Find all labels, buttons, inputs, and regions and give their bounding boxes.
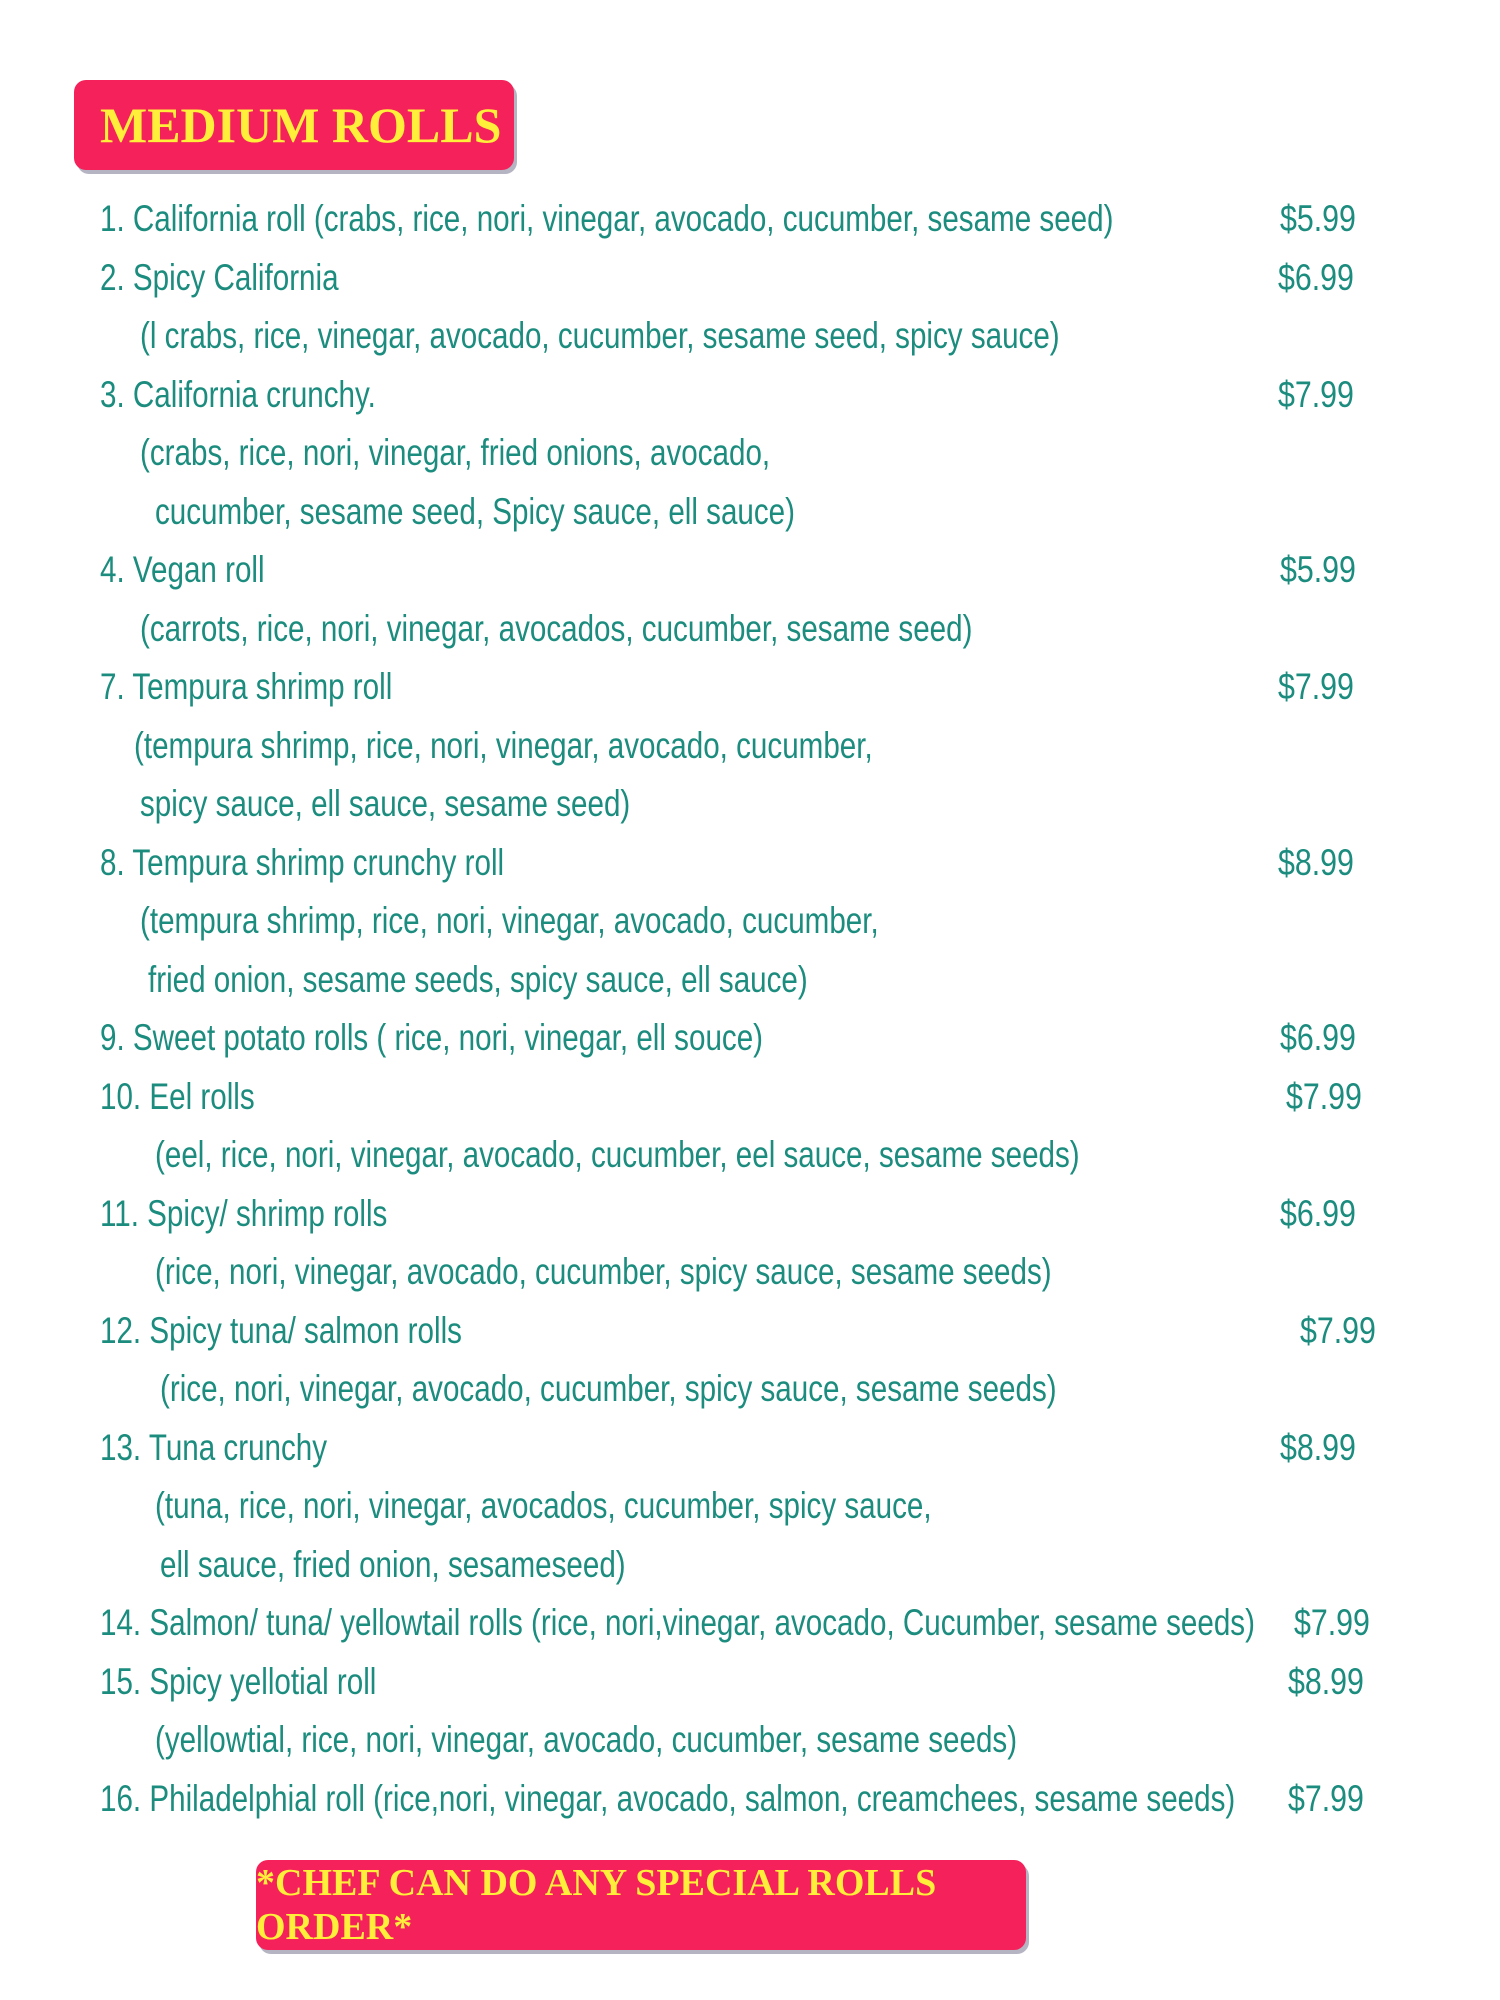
menu-item-price: $7.99 xyxy=(1278,666,1354,707)
menu-item-name: 2. Spicy California xyxy=(100,256,339,298)
menu-item-price: $8.99 xyxy=(1278,841,1354,883)
menu-item-name: 11. Spicy/ shrimp rolls xyxy=(100,1192,388,1234)
menu-item-ingredients: (carrots, rice, nori, vinegar, avocados, cucumber, sesame seed) xyxy=(140,607,973,649)
menu-item-ingredients: (rice, nori, vinegar, avocado, cucumber, spicy sauce, sesame seeds) xyxy=(160,1368,1057,1409)
menu-item-name: 7. Tempura shrimp roll xyxy=(100,666,393,707)
menu-item-price: $8.99 xyxy=(1280,1426,1356,1468)
menu-item-name: 1. California roll (crabs, rice, nori, vinegar, avocado, cucumber, sesame seed) xyxy=(100,198,1114,239)
menu-item-ingredients: fried onion, sesame seeds, spicy sauce, ell sauce) xyxy=(148,958,808,1000)
menu-item-ingredients: (rice, nori, vinegar, avocado, cucumber, spicy sauce, sesame seeds) xyxy=(155,1251,1052,1292)
menu-item-ingredients: (l crabs, rice, vinegar, avocado, cucumber, sesame seed, spicy sauce) xyxy=(140,315,1060,356)
menu-item-price: $7.99 xyxy=(1288,1777,1364,1819)
menu-item-name: 15. Spicy yellotial roll xyxy=(100,1660,377,1702)
menu-item-name: 14. Salmon/ tuna/ yellowtail rolls (rice, nori,vinegar, avocado, Cucumber, sesame seeds) xyxy=(100,1602,1255,1643)
menu-item-price: $8.99 xyxy=(1288,1660,1364,1702)
menu-item-ingredients: (eel, rice, nori, vinegar, avocado, cucumber, eel sauce, sesame seeds) xyxy=(155,1134,1080,1175)
menu-item-name: 13. Tuna crunchy xyxy=(100,1426,328,1468)
menu-item-price: $6.99 xyxy=(1280,1192,1356,1234)
menu-item-price: $7.99 xyxy=(1286,1075,1362,1117)
menu-item-name: 10. Eel rolls xyxy=(100,1075,255,1117)
menu-item-ingredients: (crabs, rice, nori, vinegar, fried onions, avocado, xyxy=(140,432,771,473)
menu-item-price: $7.99 xyxy=(1278,373,1354,415)
menu-item-name: 3. California crunchy. xyxy=(100,373,376,415)
menu-item-ingredients: (tuna, rice, nori, vinegar, avocados, cucumber, spicy sauce, xyxy=(155,1485,932,1526)
menu-item-price: $7.99 xyxy=(1294,1602,1370,1643)
menu-item-ingredients: ell sauce, fried onion, sesameseed) xyxy=(160,1543,626,1585)
menu-item-ingredients: (tempura shrimp, rice, nori, vinegar, avocado, cucumber, xyxy=(140,900,879,941)
menu-item-name: 4. Vegan roll xyxy=(100,549,265,590)
menu-item-name: 12. Spicy tuna/ salmon rolls xyxy=(100,1309,462,1351)
menu-item-name: 16. Philadelphial roll (rice,nori, vinegar, avocado, salmon, creamchees, sesame seeds) xyxy=(100,1777,1236,1819)
menu-item-name: 8. Tempura shrimp crunchy roll xyxy=(100,841,505,883)
menu-item-price: $5.99 xyxy=(1280,198,1356,239)
menu-item-price: $7.99 xyxy=(1300,1309,1376,1351)
section-title-badge xyxy=(74,80,514,170)
menu-item-ingredients: (tempura shrimp, rice, nori, vinegar, avocado, cucumber, xyxy=(134,724,873,766)
menu-item-ingredients: cucumber, sesame seed, Spicy sauce, ell sauce) xyxy=(155,490,795,532)
menu-item-ingredients: (yellowtial, rice, nori, vinegar, avocado, cucumber, sesame seeds) xyxy=(155,1719,1018,1760)
menu-item-ingredients: spicy sauce, ell sauce, sesame seed) xyxy=(140,783,631,824)
menu-item-name: 9. Sweet potato rolls ( rice, nori, vinegar, ell souce) xyxy=(100,1017,764,1058)
section-title: MEDIUM ROLLS xyxy=(100,97,502,153)
footer-note-badge xyxy=(256,1860,1026,1950)
menu-item-price: $6.99 xyxy=(1278,256,1354,298)
menu-item-price: $5.99 xyxy=(1280,549,1356,590)
footer-note: *CHEF CAN DO ANY SPECIAL ROLLS ORDER* xyxy=(256,1862,937,1948)
menu-item-price: $6.99 xyxy=(1280,1017,1356,1058)
